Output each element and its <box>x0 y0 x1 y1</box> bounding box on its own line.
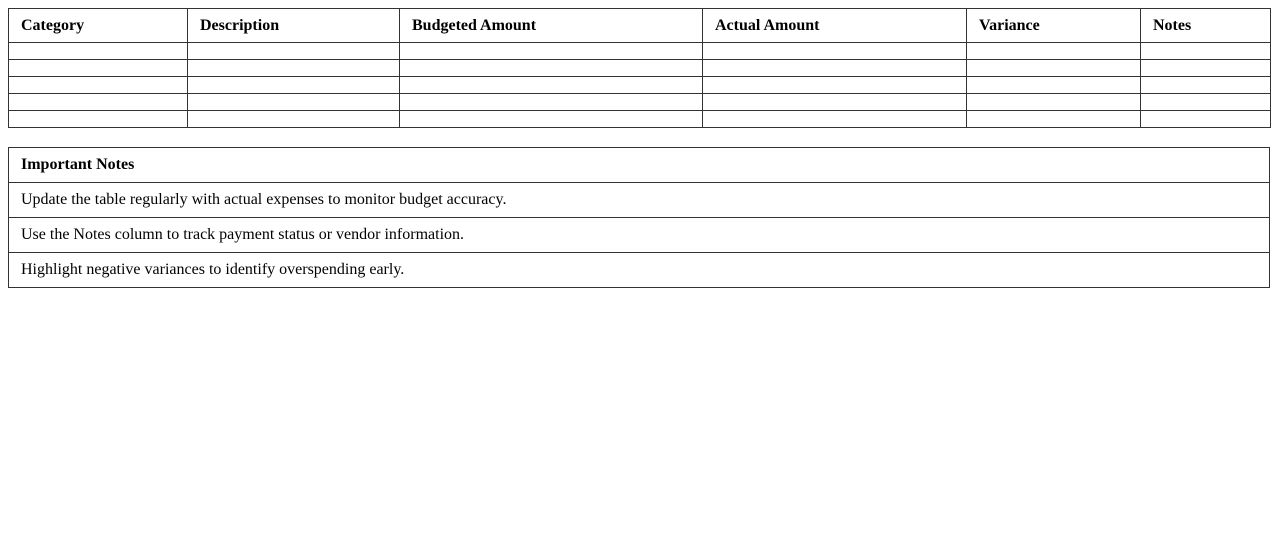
table-cell[interactable] <box>188 94 400 111</box>
table-cell[interactable] <box>188 111 400 128</box>
budget-table <box>8 8 1271 128</box>
column-header-actual-amount: Actual Amount <box>703 9 967 43</box>
table-cell[interactable] <box>188 60 400 77</box>
column-header-category: Category <box>9 9 188 43</box>
table-cell[interactable] <box>967 77 1141 94</box>
table-row <box>9 111 1271 128</box>
column-header-budgeted-amount: Budgeted Amount <box>400 9 703 43</box>
note-row <box>9 218 1270 253</box>
table-cell[interactable] <box>9 77 188 94</box>
note-item: Highlight negative variances to identify overspending early. <box>9 253 1270 288</box>
table-cell[interactable] <box>9 43 188 60</box>
table-cell[interactable] <box>400 77 703 94</box>
note-item: Update the table regularly with actual expenses to monitor budget accuracy. <box>9 183 1270 218</box>
table-cell[interactable] <box>9 60 188 77</box>
table-row <box>9 94 1271 111</box>
budget-table-body <box>9 43 1271 128</box>
table-cell[interactable] <box>1141 94 1271 111</box>
note-item: Use the Notes column to track payment status or vendor information. <box>9 218 1270 253</box>
table-cell[interactable] <box>1141 77 1271 94</box>
table-cell[interactable] <box>188 77 400 94</box>
table-cell[interactable] <box>1141 111 1271 128</box>
table-cell[interactable] <box>703 43 967 60</box>
column-header-notes: Notes <box>1141 9 1271 43</box>
important-notes-heading: Important Notes <box>9 148 1270 183</box>
table-cell[interactable] <box>400 43 703 60</box>
table-cell[interactable] <box>1141 60 1271 77</box>
table-cell[interactable] <box>188 43 400 60</box>
table-row <box>9 43 1271 60</box>
table-cell[interactable] <box>1141 43 1271 60</box>
table-cell[interactable] <box>967 111 1141 128</box>
table-cell[interactable] <box>400 60 703 77</box>
table-cell[interactable] <box>400 111 703 128</box>
table-cell[interactable] <box>9 94 188 111</box>
table-cell[interactable] <box>967 60 1141 77</box>
note-row <box>9 183 1270 218</box>
important-notes-heading-row <box>9 148 1270 183</box>
important-notes-table <box>8 147 1270 288</box>
table-cell[interactable] <box>967 94 1141 111</box>
table-cell[interactable] <box>9 111 188 128</box>
table-cell[interactable] <box>967 43 1141 60</box>
note-row <box>9 253 1270 288</box>
table-cell[interactable] <box>703 94 967 111</box>
budget-table-header-row <box>9 9 1271 43</box>
table-row <box>9 60 1271 77</box>
table-cell[interactable] <box>703 60 967 77</box>
table-row <box>9 77 1271 94</box>
column-header-description: Description <box>188 9 400 43</box>
table-cell[interactable] <box>400 94 703 111</box>
table-cell[interactable] <box>703 77 967 94</box>
table-cell[interactable] <box>703 111 967 128</box>
column-header-variance: Variance <box>967 9 1141 43</box>
